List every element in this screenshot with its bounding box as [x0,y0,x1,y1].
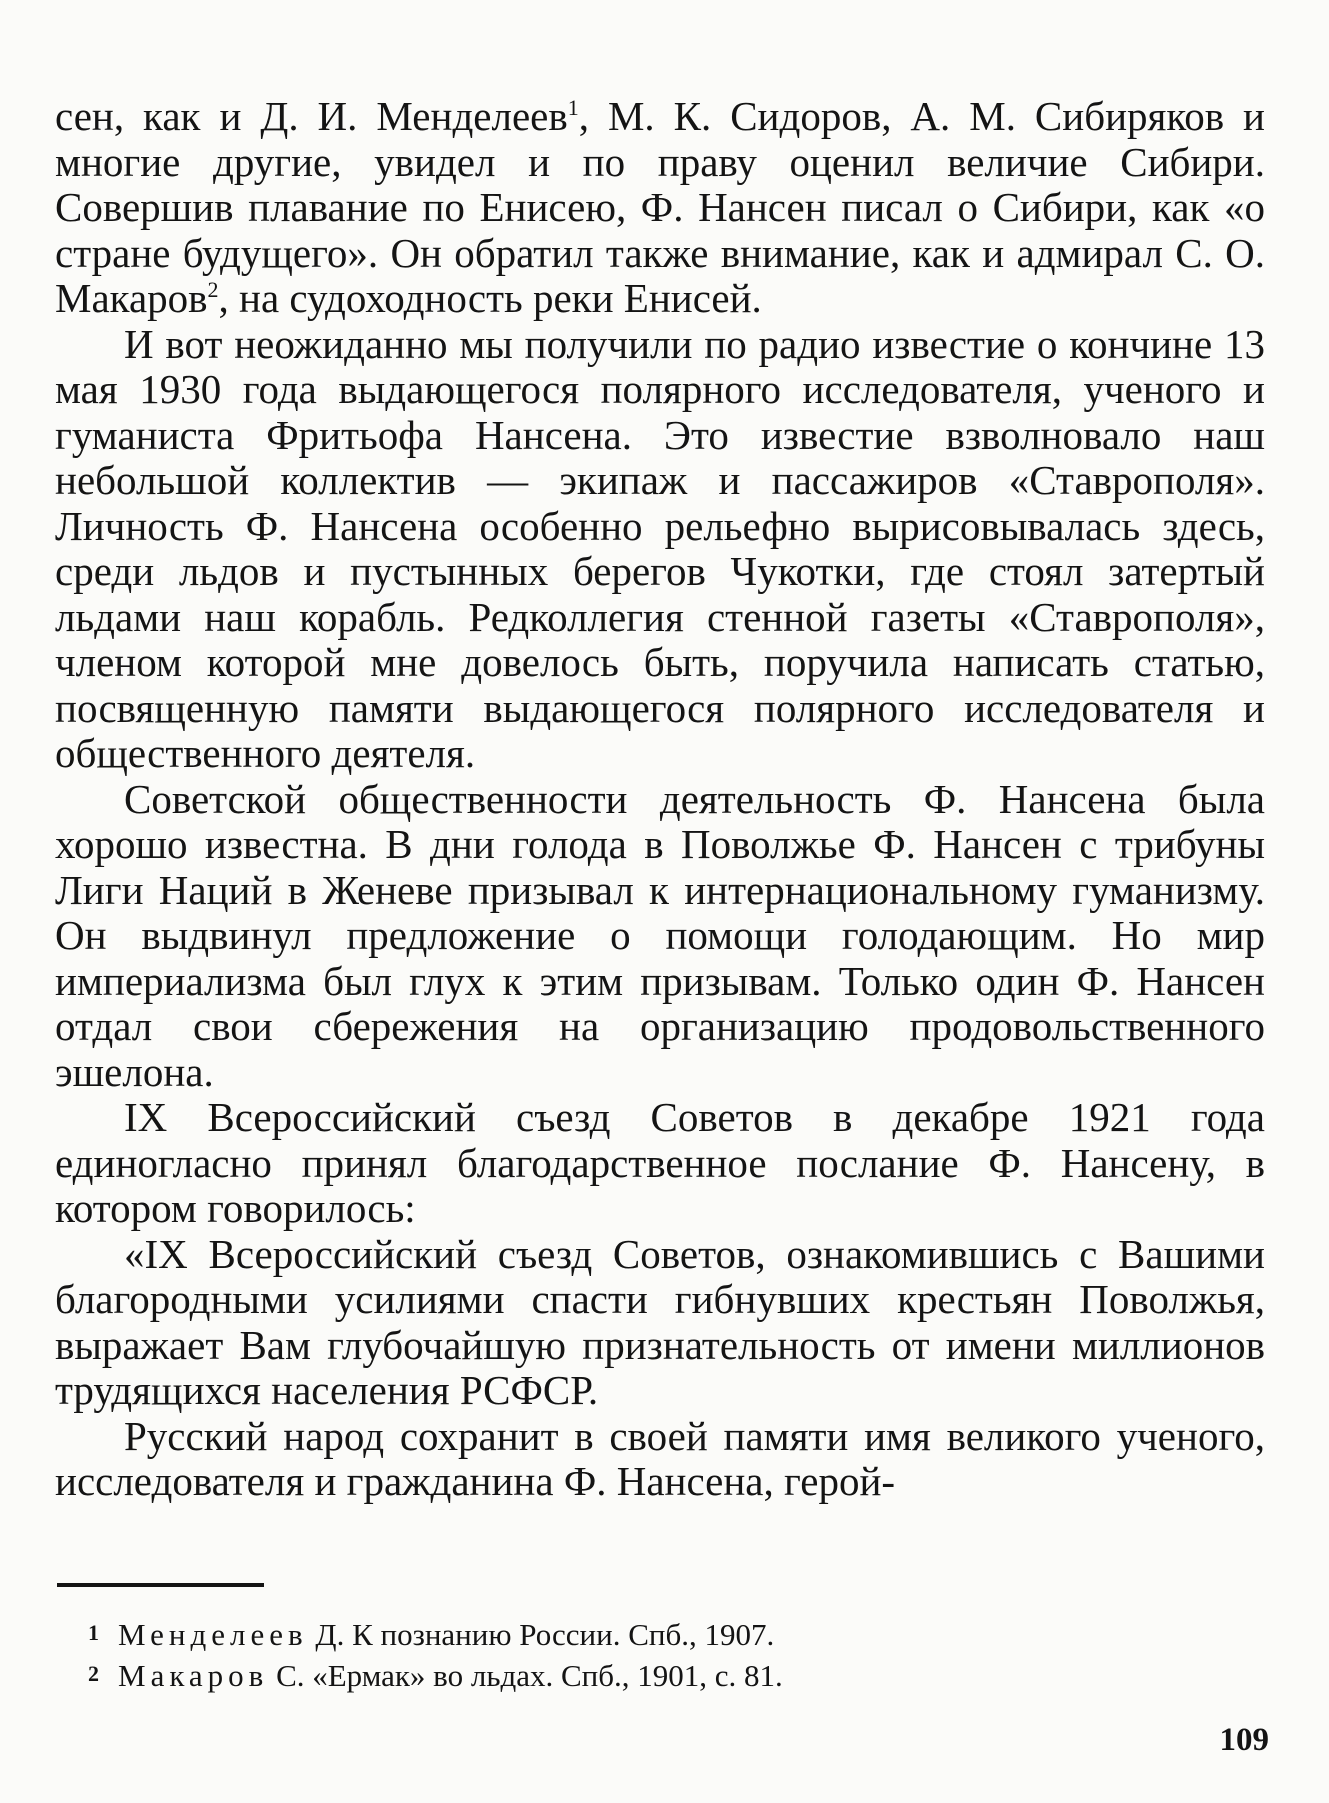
paragraph-text: Русский народ сохранит в своей памяти имя великого ученого, исследователя и гражданина Ф. Нансена, герой- [55,1412,1265,1504]
footnote-reference: 2 [207,277,219,302]
paragraph [55,94,1265,322]
paragraph-text: сен, как и Д. И. Менделеев [55,93,568,139]
footnote-citation: Д. К познанию России. Спб., 1907. [307,1617,775,1652]
footnote-divider [57,1583,264,1587]
paragraph-text: IX Всероссийский съезд Советов в декабре 1921 года единогласно принял благодарственное послание Ф. Нансену, в котором говорилось: [55,1094,1265,1231]
footnote-1 [88,1613,1218,1654]
footnote-author: Макаров [118,1658,269,1693]
paragraph [55,322,1265,777]
paragraph [55,777,1265,1096]
paragraph-text: «IX Всероссийский съезд Советов, ознакомившись с Вашими благородными усилиями спасти гибнувших крестьян Поволжья, выражает Вам глубочайшую признательность от имени миллионов трудящихся населения РСФСР. [55,1230,1265,1413]
footnote-2 [88,1654,1218,1695]
footnote-mark: 1 [88,1620,99,1645]
page-number: 109 [1219,1722,1269,1758]
footnote-citation: С. «Ермак» во льдах. Спб., 1901, с. 81. [268,1658,783,1693]
paragraph-text: Советской общественности деятельность Ф. Нансена была хорошо известна. В дни голода в Поволжье Ф. Нансен с трибуны Лиги Наций в Женеве призывал к интернациональному гуманизму. Он выдвинул предложение о помощи голодающим. Но мир империализма был глух к этим призывам. Только один Ф. Нансен отдал свои сбережения на организацию продовольственного эшелона. [55,775,1265,1095]
paragraph [55,1414,1265,1505]
footnote-reference: 1 [567,95,579,120]
footnote-mark: 2 [88,1661,99,1686]
paragraph-text: , М. К. Сидоров, А. М. Сибиряков и многие другие, увидел и по праву оценил величие Сибири. Совершив плавание по Енисею, Ф. Нансен писал о Сибири, как «о стране будущего». Он обратил также внимание, как и адмирал С. О. Макаров [55,93,1265,321]
paragraph-text: И вот неожиданно мы получили по радио известие о кончине 13 мая 1930 года выдающегося полярного исследователя, ученого и гуманиста Фритьофа Нансена. Это известие взволновало наш небольшой коллектив — экипаж и пассажиров «Ставрополя». Личность Ф. Нансена особенно рельефно вырисовывалась здесь, среди льдов и пустынных берегов Чукотки, где стоял затертый льдами наш корабль. Редколлегия стенной газеты «Ставрополя», членом которой мне довелось быть, поручила написать статью, посвященную памяти выдающегося полярного исследователя и общественного деятеля. [55,320,1265,776]
paragraph-text: , на судоходность реки Енисей. [218,275,762,321]
paragraph [55,1232,1265,1414]
main-text [55,94,1265,1505]
footnotes [88,1613,1218,1695]
footnote-author: Менделеев [118,1617,308,1652]
paragraph [55,1095,1265,1232]
